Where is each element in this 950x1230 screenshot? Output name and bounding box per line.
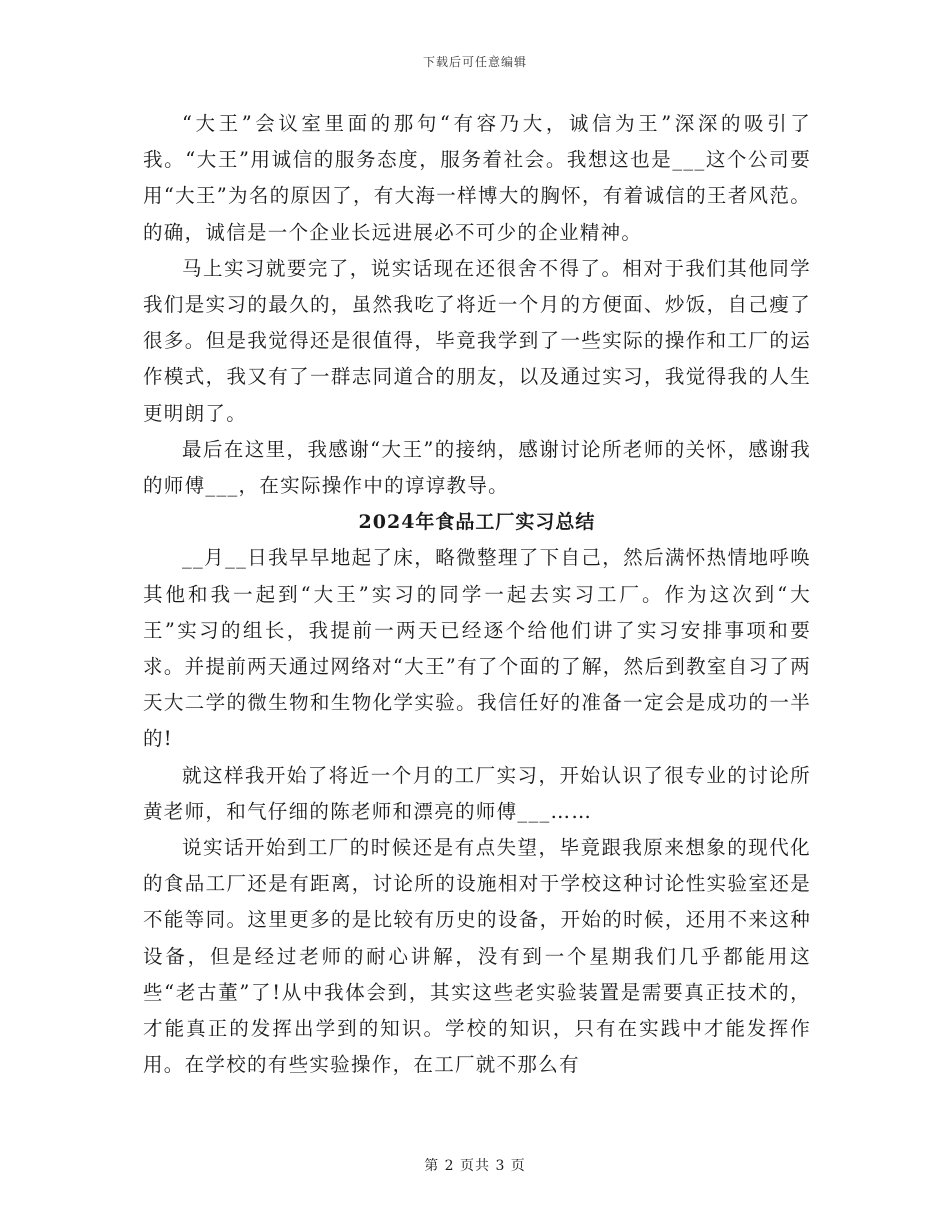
page-header: 下载后可任意编辑: [422, 55, 527, 69]
paragraph-equipment: 说实话开始到工厂的时候还是有点失望，毕竟跟我原来想象的现代化的食品工厂还是有距离，讨论所的设施相对于学校这种讨论性实验室还是不能等同。这里更多的是比较有历史的设备，开始的时候，还用不来这种设备，但是经过老师的耐心讲解，没有到一个星期我们几乎都能用这些“老古董”了!从中我体会到，其实这些老实验装置是需要真正技术的，才能真正的发挥出学到的知识。学校的知识，只有在实践中才能发挥作用。在学校的有些实验操作，在工厂就不那么有: [143, 836, 811, 1077]
page-number: 第 2 页共 3 页: [424, 1158, 526, 1174]
paragraph-thanks: 最后在这里，我感谢“大王”的接纳，感谢讨论所老师的关怀，感谢我的师傅___，在实际操作中的谆谆教导。: [143, 437, 811, 498]
section-title: 2024年食品工厂实习总结: [358, 511, 596, 534]
paragraph-internship-ending: 马上实习就要完了，说实话现在还很舍不得了。相对于我们其他同学我们是实习的最久的，虽然我吃了将近一个月的方便面、炒饭，自己瘦了很多。但是我觉得还是很值得，毕竟我学到了一些实际的操作和工厂的运作模式，我又有了一群志同道合的朋友，以及通过实习，我觉得我的人生更明朗了。: [143, 256, 811, 425]
document-body: [143, 106, 811, 1083]
paragraph-first-day: __月__日我早早地起了床，略微整理了下自己，然后满怀热情地呼唤其他和我一起到“大王”实习的同学一起去实习工厂。作为这次到“大王”实习的组长，我提前一两天已经逐个给他们讲了实习安排事项和要求。并提前两天通过网络对“大王”有了个面的了解，然后到教室自习了两天大二学的微生物和生物化学实验。我信任好的准备一定会是成功的一半的!: [143, 546, 811, 751]
paragraph-integrity: “大王”会议室里面的那句“有容乃大，诚信为王”深深的吸引了我。“大王”用诚信的服务态度，服务着社会。我想这也是___这个公司要用“大王”为名的原因了，有大海一样博大的胸怀，有着诚信的王者风范。的确，诚信是一个企业长远进展必不可少的企业精神。: [143, 112, 811, 244]
paragraph-start-internship: 就这样我开始了将近一个月的工厂实习，开始认识了很专业的讨论所黄老师，和气仔细的陈老师和漂亮的师傅___……: [143, 763, 811, 823]
